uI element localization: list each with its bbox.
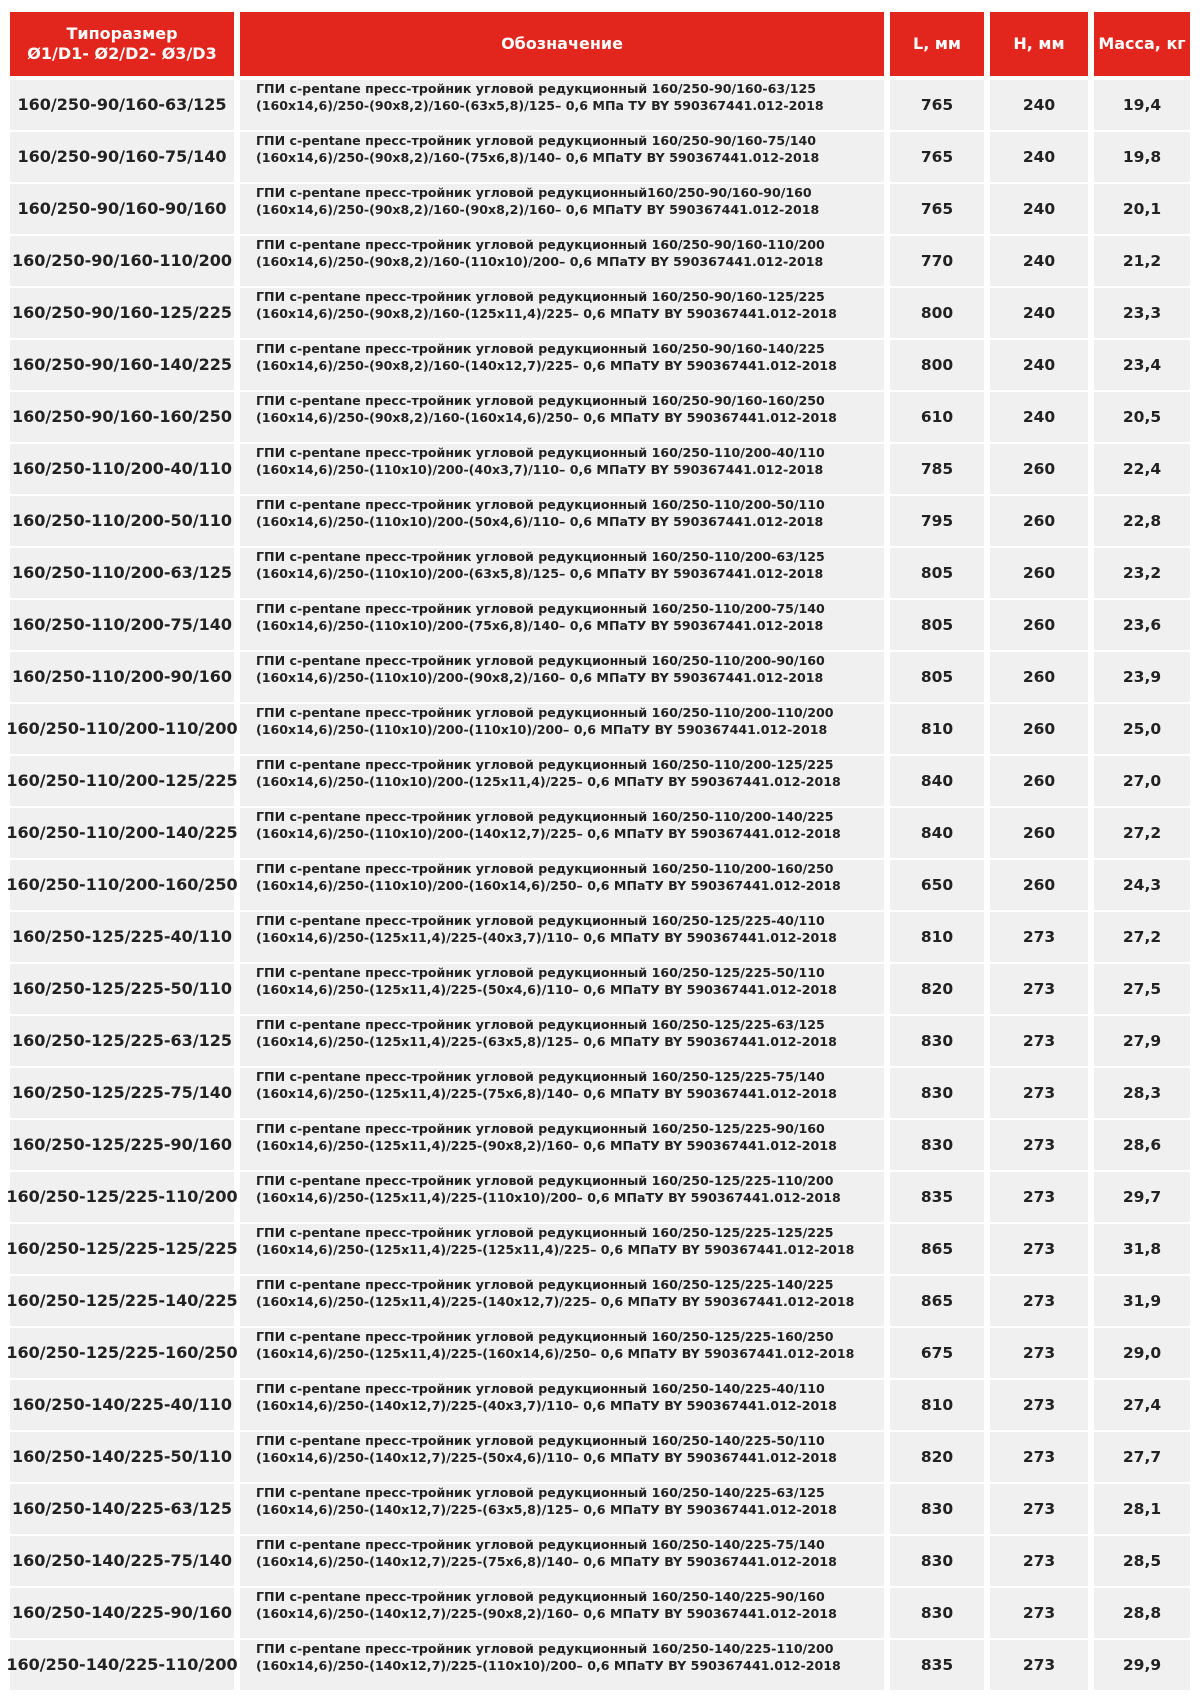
cell-mass: 20,5 <box>1094 392 1190 442</box>
cell-size: 160/250-125/225-40/110 <box>10 912 234 962</box>
cell-size: 160/250-90/160-160/250 <box>10 392 234 442</box>
cell-length: 675 <box>890 1328 984 1378</box>
cell-size: 160/250-110/200-140/225 <box>10 808 234 858</box>
table-row <box>6 1640 1190 1690</box>
cell-mass: 25,0 <box>1094 704 1190 754</box>
cell-mass: 27,9 <box>1094 1016 1190 1066</box>
table-row <box>10 1432 1190 1482</box>
designation-line1: ГПИ c-pentane пресс-тройник угловой редукционный 160/250-90/160-125/225 <box>256 289 825 304</box>
cell-size: 160/250-110/200-50/110 <box>10 496 234 546</box>
designation-line1: ГПИ c-pentane пресс-тройник угловой редукционный 160/250-125/225-90/160 <box>256 1121 825 1136</box>
designation-line2: (160x14,6)/250-(140x12,7)/225-(75x6,8)/140– 0,6 МПаТУ BY 590367441.012-2018 <box>256 1554 837 1569</box>
designation-line1: ГПИ c-pentane пресс-тройник угловой редукционный 160/250-140/225-63/125 <box>256 1485 825 1500</box>
cell-length: 830 <box>890 1016 984 1066</box>
designation-line1: ГПИ c-pentane пресс-тройник угловой редукционный 160/250-110/200-40/110 <box>256 445 825 460</box>
cell-mass: 23,6 <box>1094 600 1190 650</box>
cell-size: 160/250-90/160-125/225 <box>10 288 234 338</box>
designation-line1: ГПИ c-pentane пресс-тройник угловой редукционный 160/250-90/160-75/140 <box>256 133 817 148</box>
cell-mass: 28,5 <box>1094 1536 1190 1586</box>
designation-line1: ГПИ c-pentane пресс-тройник угловой редукционный 160/250-140/225-50/110 <box>256 1433 825 1448</box>
cell-height: 273 <box>990 1484 1088 1534</box>
cell-length: 610 <box>890 392 984 442</box>
cell-size: 160/250-125/225-75/140 <box>10 1068 234 1118</box>
table-row <box>6 1276 1190 1326</box>
designation-line1: ГПИ c-pentane пресс-тройник угловой редукционный 160/250-110/200-75/140 <box>256 601 825 616</box>
cell-length: 805 <box>890 600 984 650</box>
cell-mass: 29,0 <box>1094 1328 1190 1378</box>
cell-designation <box>240 1380 884 1430</box>
cell-length: 830 <box>890 1068 984 1118</box>
cell-designation <box>240 808 884 858</box>
cell-height: 240 <box>990 236 1088 286</box>
header-size <box>10 12 234 76</box>
cell-designation <box>240 756 884 806</box>
cell-designation <box>240 548 884 598</box>
header-height: H, мм <box>990 12 1088 76</box>
cell-mass: 27,4 <box>1094 1380 1190 1430</box>
cell-size: 160/250-125/225-140/225 <box>10 1276 234 1326</box>
table-row <box>6 704 1190 754</box>
cell-height: 273 <box>990 1016 1088 1066</box>
cell-length: 795 <box>890 496 984 546</box>
cell-height: 273 <box>990 964 1088 1014</box>
cell-length: 765 <box>890 132 984 182</box>
designation-line2: (160x14,6)/250-(110x10)/200-(160x14,6)/250– 0,6 МПаТУ BY 590367441.012-2018 <box>256 878 841 893</box>
cell-designation <box>240 1432 884 1482</box>
cell-length: 770 <box>890 236 984 286</box>
cell-length: 810 <box>890 704 984 754</box>
cell-designation <box>240 1016 884 1066</box>
designation-line2: (160x14,6)/250-(110x10)/200-(40x3,7)/110– 0,6 МПаТУ BY 590367441.012-2018 <box>256 462 824 477</box>
cell-designation <box>240 912 884 962</box>
cell-length: 785 <box>890 444 984 494</box>
cell-length: 810 <box>890 912 984 962</box>
cell-length: 830 <box>890 1588 984 1638</box>
cell-length: 765 <box>890 80 984 130</box>
table-row <box>10 1068 1190 1118</box>
designation-line1: ГПИ c-pentane пресс-тройник угловой редукционный 160/250-125/225-50/110 <box>256 965 825 980</box>
designation-line2: (160x14,6)/250-(90x8,2)/160-(160x14,6)/250– 0,6 МПаТУ BY 590367441.012-2018 <box>256 410 837 425</box>
designation-line1: ГПИ c-pentane пресс-тройник угловой редукционный 160/250-140/225-75/140 <box>256 1537 825 1552</box>
table-row <box>6 1328 1190 1378</box>
cell-size: 160/250-125/225-160/250 <box>10 1328 234 1378</box>
cell-length: 810 <box>890 1380 984 1430</box>
cell-length: 800 <box>890 288 984 338</box>
cell-height: 273 <box>990 912 1088 962</box>
cell-designation <box>240 288 884 338</box>
cell-mass: 31,8 <box>1094 1224 1190 1274</box>
cell-length: 805 <box>890 548 984 598</box>
cell-designation <box>240 860 884 910</box>
designation-line1: ГПИ c-pentane пресс-тройник угловой редукционный 160/250-110/200-160/250 <box>256 861 834 876</box>
cell-designation <box>240 1640 884 1690</box>
table-row <box>10 340 1190 390</box>
cell-length: 840 <box>890 756 984 806</box>
cell-mass: 28,3 <box>1094 1068 1190 1118</box>
cell-designation <box>240 704 884 754</box>
cell-mass: 28,8 <box>1094 1588 1190 1638</box>
table-row <box>10 1536 1190 1586</box>
designation-line1: ГПИ c-pentane пресс-тройник угловой редукционный 160/250-110/200-140/225 <box>256 809 834 824</box>
table-row <box>6 1172 1190 1222</box>
cell-designation <box>240 1588 884 1638</box>
designation-line1: ГПИ c-pentane пресс-тройник угловой редукционный 160/250-90/160-110/200 <box>256 237 825 252</box>
cell-size: 160/250-110/200-160/250 <box>10 860 234 910</box>
designation-line2: (160x14,6)/250-(125x11,4)/225-(90x8,2)/160– 0,6 МПаТУ BY 590367441.012-2018 <box>256 1138 837 1153</box>
cell-length: 830 <box>890 1120 984 1170</box>
table-row <box>6 1224 1190 1274</box>
cell-height: 273 <box>990 1120 1088 1170</box>
table-row <box>10 184 1190 234</box>
designation-line1: ГПИ c-pentane пресс-тройник угловой редукционный 160/250-90/160-160/250 <box>256 393 825 408</box>
cell-height: 273 <box>990 1172 1088 1222</box>
cell-size: 160/250-140/225-90/160 <box>10 1588 234 1638</box>
table-row <box>10 132 1190 182</box>
cell-designation <box>240 1068 884 1118</box>
cell-height: 240 <box>990 132 1088 182</box>
table-row <box>10 1016 1190 1066</box>
cell-length: 805 <box>890 652 984 702</box>
table-row <box>10 444 1190 494</box>
table-row <box>10 236 1190 286</box>
designation-line1: ГПИ c-pentane пресс-тройник угловой редукционный 160/250-140/225-110/200 <box>256 1641 834 1656</box>
cell-height: 260 <box>990 756 1088 806</box>
designation-line1: ГПИ c-pentane пресс-тройник угловой редукционный 160/250-125/225-140/225 <box>256 1277 834 1292</box>
table-row <box>10 288 1190 338</box>
cell-height: 273 <box>990 1276 1088 1326</box>
designation-line2: (160x14,6)/250-(125x11,4)/225-(63x5,8)/125– 0,6 МПаТУ BY 590367441.012-2018 <box>256 1034 837 1049</box>
designation-line2: (160x14,6)/250-(110x10)/200-(63x5,8)/125– 0,6 МПаТУ BY 590367441.012-2018 <box>256 566 824 581</box>
cell-height: 260 <box>990 600 1088 650</box>
cell-designation <box>240 1172 884 1222</box>
cell-height: 240 <box>990 288 1088 338</box>
designation-line2: (160x14,6)/250-(110x10)/200-(125x11,4)/225– 0,6 МПаТУ BY 590367441.012-2018 <box>256 774 841 789</box>
table-row <box>10 80 1190 130</box>
cell-mass: 29,9 <box>1094 1640 1190 1690</box>
cell-size: 160/250-90/160-140/225 <box>10 340 234 390</box>
cell-height: 240 <box>990 392 1088 442</box>
cell-mass: 23,4 <box>1094 340 1190 390</box>
cell-designation <box>240 392 884 442</box>
cell-length: 835 <box>890 1640 984 1690</box>
cell-designation <box>240 1328 884 1378</box>
designation-line1: ГПИ c-pentane пресс-тройник угловой редукционный 160/250-125/225-63/125 <box>256 1017 825 1032</box>
cell-designation <box>240 1120 884 1170</box>
cell-length: 650 <box>890 860 984 910</box>
table-row <box>10 600 1190 650</box>
cell-height: 240 <box>990 80 1088 130</box>
designation-line2: (160x14,6)/250-(90x8,2)/160-(75x6,8)/140– 0,6 МПаТУ BY 590367441.012-2018 <box>256 150 820 165</box>
cell-size: 160/250-140/225-50/110 <box>10 1432 234 1482</box>
cell-height: 260 <box>990 652 1088 702</box>
cell-designation <box>240 132 884 182</box>
table-body <box>6 80 1190 1692</box>
cell-height: 273 <box>990 1588 1088 1638</box>
cell-length: 800 <box>890 340 984 390</box>
cell-height: 273 <box>990 1380 1088 1430</box>
cell-mass: 28,6 <box>1094 1120 1190 1170</box>
cell-designation <box>240 444 884 494</box>
cell-mass: 19,8 <box>1094 132 1190 182</box>
designation-line1: ГПИ c-pentane пресс-тройник угловой редукционный160/250-90/160-90/160 <box>256 185 812 200</box>
cell-mass: 27,2 <box>1094 808 1190 858</box>
designation-line2: (160x14,6)/250-(140x12,7)/225-(40x3,7)/110– 0,6 МПаТУ BY 590367441.012-2018 <box>256 1398 837 1413</box>
table-row <box>10 392 1190 442</box>
designation-line2: (160x14,6)/250-(140x12,7)/225-(50x4,6)/110– 0,6 МПаТУ BY 590367441.012-2018 <box>256 1450 837 1465</box>
designation-line2: (160x14,6)/250-(90x8,2)/160-(140x12,7)/225– 0,6 МПаТУ BY 590367441.012-2018 <box>256 358 837 373</box>
header-length: L, мм <box>890 12 984 76</box>
cell-size: 160/250-140/225-63/125 <box>10 1484 234 1534</box>
cell-size: 160/250-110/200-63/125 <box>10 548 234 598</box>
cell-designation <box>240 1536 884 1586</box>
table-row <box>10 1588 1190 1638</box>
designation-line1: ГПИ c-pentane пресс-тройник угловой редукционный 160/250-125/225-110/200 <box>256 1173 834 1188</box>
cell-size: 160/250-125/225-110/200 <box>10 1172 234 1222</box>
table-row <box>10 652 1190 702</box>
cell-height: 240 <box>990 184 1088 234</box>
cell-size: 160/250-125/225-63/125 <box>10 1016 234 1066</box>
designation-line2: (160x14,6)/250-(110x10)/200-(50x4,6)/110– 0,6 МПаТУ BY 590367441.012-2018 <box>256 514 824 529</box>
designation-line2: (160x14,6)/250-(125x11,4)/225-(40x3,7)/110– 0,6 МПаТУ BY 590367441.012-2018 <box>256 930 837 945</box>
cell-size: 160/250-90/160-90/160 <box>10 184 234 234</box>
table-row <box>6 808 1190 858</box>
cell-size: 160/250-110/200-110/200 <box>10 704 234 754</box>
cell-mass: 27,7 <box>1094 1432 1190 1482</box>
table-row <box>10 1380 1190 1430</box>
designation-line1: ГПИ c-pentane пресс-тройник угловой редукционный 160/250-125/225-125/225 <box>256 1225 834 1240</box>
cell-designation <box>240 1484 884 1534</box>
designation-line2: (160x14,6)/250-(110x10)/200-(75x6,8)/140– 0,6 МПаТУ BY 590367441.012-2018 <box>256 618 824 633</box>
designation-line1: ГПИ c-pentane пресс-тройник угловой редукционный 160/250-110/200-125/225 <box>256 757 834 772</box>
cell-size: 160/250-125/225-90/160 <box>10 1120 234 1170</box>
cell-designation <box>240 964 884 1014</box>
cell-height: 260 <box>990 808 1088 858</box>
cell-mass: 23,3 <box>1094 288 1190 338</box>
cell-size: 160/250-110/200-90/160 <box>10 652 234 702</box>
cell-size: 160/250-125/225-50/110 <box>10 964 234 1014</box>
cell-designation <box>240 1224 884 1274</box>
designation-line2: (160x14,6)/250-(110x10)/200-(110x10)/200– 0,6 МПаТУ BY 590367441.012-2018 <box>256 722 828 737</box>
cell-mass: 27,0 <box>1094 756 1190 806</box>
designation-line2: (160x14,6)/250-(90x8,2)/160-(90x8,2)/160– 0,6 МПаТУ BY 590367441.012-2018 <box>256 202 820 217</box>
cell-designation <box>240 600 884 650</box>
cell-height: 260 <box>990 704 1088 754</box>
cell-designation <box>240 236 884 286</box>
cell-height: 273 <box>990 1328 1088 1378</box>
cell-mass: 27,5 <box>1094 964 1190 1014</box>
designation-line1: ГПИ c-pentane пресс-тройник угловой редукционный 160/250-140/225-90/160 <box>256 1589 825 1604</box>
header-size-line1: Типоразмер <box>66 24 178 43</box>
cell-size: 160/250-90/160-75/140 <box>10 132 234 182</box>
designation-line2: (160x14,6)/250-(125x11,4)/225-(160x14,6)/250– 0,6 МПаТУ BY 590367441.012-2018 <box>256 1346 855 1361</box>
cell-height: 260 <box>990 496 1088 546</box>
cell-size: 160/250-140/225-75/140 <box>10 1536 234 1586</box>
table-row <box>6 860 1190 910</box>
cell-length: 840 <box>890 808 984 858</box>
cell-size: 160/250-90/160-63/125 <box>10 80 234 130</box>
cell-height: 260 <box>990 860 1088 910</box>
cell-height: 273 <box>990 1432 1088 1482</box>
designation-line1: ГПИ c-pentane пресс-тройник угловой редукционный 160/250-110/200-90/160 <box>256 653 825 668</box>
table-row <box>10 548 1190 598</box>
cell-length: 865 <box>890 1224 984 1274</box>
cell-length: 765 <box>890 184 984 234</box>
cell-length: 830 <box>890 1484 984 1534</box>
designation-line2: (160x14,6)/250-(110x10)/200-(90x8,2)/160– 0,6 МПаТУ BY 590367441.012-2018 <box>256 670 824 685</box>
designation-line2: (160x14,6)/250-(125x11,4)/225-(140x12,7)/225– 0,6 МПаТУ BY 590367441.012-2018 <box>256 1294 855 1309</box>
designation-line2: (160x14,6)/250-(90x8,2)/160-(125x11,4)/225– 0,6 МПаТУ BY 590367441.012-2018 <box>256 306 837 321</box>
cell-height: 260 <box>990 444 1088 494</box>
designation-line1: ГПИ c-pentane пресс-тройник угловой редукционный 160/250-110/200-110/200 <box>256 705 834 720</box>
designation-line2: (160x14,6)/250-(90x8,2)/160-(110x10)/200– 0,6 МПаТУ BY 590367441.012-2018 <box>256 254 824 269</box>
designation-line2: (160x14,6)/250-(125x11,4)/225-(110x10)/200– 0,6 МПаТУ BY 590367441.012-2018 <box>256 1190 841 1205</box>
table-row <box>10 912 1190 962</box>
cell-length: 835 <box>890 1172 984 1222</box>
cell-designation <box>240 184 884 234</box>
table-row <box>6 756 1190 806</box>
cell-designation <box>240 340 884 390</box>
cell-mass: 23,9 <box>1094 652 1190 702</box>
cell-mass: 28,1 <box>1094 1484 1190 1534</box>
cell-mass: 23,2 <box>1094 548 1190 598</box>
designation-line1: ГПИ c-pentane пресс-тройник угловой редукционный 160/250-125/225-40/110 <box>256 913 825 928</box>
header-size-line2: Ø1/D1- Ø2/D2- Ø3/D3 <box>27 44 217 63</box>
cell-size: 160/250-110/200-40/110 <box>10 444 234 494</box>
designation-line2: (160x14,6)/250-(140x12,7)/225-(63x5,8)/125– 0,6 МПаТУ BY 590367441.012-2018 <box>256 1502 837 1517</box>
header-mass: Масса, кг <box>1094 12 1190 76</box>
cell-mass: 22,8 <box>1094 496 1190 546</box>
designation-line1: ГПИ c-pentane пресс-тройник угловой редукционный 160/250-125/225-75/140 <box>256 1069 825 1084</box>
cell-height: 260 <box>990 548 1088 598</box>
cell-mass: 22,4 <box>1094 444 1190 494</box>
cell-length: 820 <box>890 1432 984 1482</box>
designation-line2: (160x14,6)/250-(110x10)/200-(140x12,7)/225– 0,6 МПаТУ BY 590367441.012-2018 <box>256 826 841 841</box>
cell-mass: 29,7 <box>1094 1172 1190 1222</box>
cell-mass: 19,4 <box>1094 80 1190 130</box>
cell-designation <box>240 652 884 702</box>
cell-designation <box>240 1276 884 1326</box>
cell-mass: 31,9 <box>1094 1276 1190 1326</box>
table-header <box>10 12 1190 76</box>
cell-mass: 21,2 <box>1094 236 1190 286</box>
designation-line2: (160x14,6)/250-(125x11,4)/225-(50x4,6)/110– 0,6 МПаТУ BY 590367441.012-2018 <box>256 982 837 997</box>
spec-table <box>6 12 1190 1692</box>
cell-height: 273 <box>990 1068 1088 1118</box>
designation-line1: ГПИ c-pentane пресс-тройник угловой редукционный 160/250-90/160-63/125 <box>256 81 817 96</box>
cell-mass: 24,3 <box>1094 860 1190 910</box>
cell-designation <box>240 80 884 130</box>
cell-length: 820 <box>890 964 984 1014</box>
cell-length: 830 <box>890 1536 984 1586</box>
table-row <box>10 496 1190 546</box>
cell-size: 160/250-125/225-125/225 <box>10 1224 234 1274</box>
designation-line2: (160x14,6)/250-(90x8,2)/160-(63x5,8)/125– 0,6 МПа ТУ BY 590367441.012-2018 <box>256 98 824 113</box>
designation-line2: (160x14,6)/250-(140x12,7)/225-(90x8,2)/160– 0,6 МПаТУ BY 590367441.012-2018 <box>256 1606 837 1621</box>
cell-length: 865 <box>890 1276 984 1326</box>
designation-line1: ГПИ c-pentane пресс-тройник угловой редукционный 160/250-110/200-50/110 <box>256 497 825 512</box>
cell-size: 160/250-140/225-110/200 <box>10 1640 234 1690</box>
designation-line2: (160x14,6)/250-(140x12,7)/225-(110x10)/200– 0,6 МПаТУ BY 590367441.012-2018 <box>256 1658 841 1673</box>
designation-line1: ГПИ c-pentane пресс-тройник угловой редукционный 160/250-125/225-160/250 <box>256 1329 834 1344</box>
cell-height: 273 <box>990 1224 1088 1274</box>
cell-mass: 27,2 <box>1094 912 1190 962</box>
cell-height: 273 <box>990 1640 1088 1690</box>
cell-size: 160/250-90/160-110/200 <box>10 236 234 286</box>
table-row <box>10 964 1190 1014</box>
designation-line2: (160x14,6)/250-(125x11,4)/225-(75x6,8)/140– 0,6 МПаТУ BY 590367441.012-2018 <box>256 1086 837 1101</box>
table-row <box>10 1484 1190 1534</box>
table-row <box>10 1120 1190 1170</box>
cell-size: 160/250-110/200-75/140 <box>10 600 234 650</box>
header-designation: Обозначение <box>240 12 884 76</box>
cell-size: 160/250-110/200-125/225 <box>10 756 234 806</box>
designation-line1: ГПИ c-pentane пресс-тройник угловой редукционный 160/250-110/200-63/125 <box>256 549 825 564</box>
cell-height: 240 <box>990 340 1088 390</box>
cell-designation <box>240 496 884 546</box>
cell-height: 273 <box>990 1536 1088 1586</box>
cell-mass: 20,1 <box>1094 184 1190 234</box>
cell-size: 160/250-140/225-40/110 <box>10 1380 234 1430</box>
designation-line1: ГПИ c-pentane пресс-тройник угловой редукционный 160/250-140/225-40/110 <box>256 1381 825 1396</box>
designation-line2: (160x14,6)/250-(125x11,4)/225-(125x11,4)/225– 0,6 МПаТУ BY 590367441.012-2018 <box>256 1242 855 1257</box>
designation-line1: ГПИ c-pentane пресс-тройник угловой редукционный 160/250-90/160-140/225 <box>256 341 825 356</box>
